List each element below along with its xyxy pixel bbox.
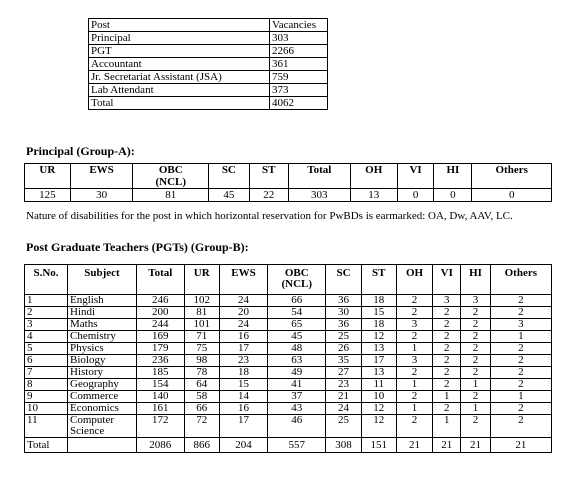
pwbd-note: Nature of disabilities for the post in which horizontal reservation for PwBDs is earmarked: OA, Dw, AAV, LC. <box>26 210 513 222</box>
pgt-value-cell: 66 <box>184 403 219 415</box>
pgt-table <box>24 264 552 453</box>
vacancy-post-cell: PGT <box>89 45 270 58</box>
pgt-value-cell: 2 <box>490 343 551 355</box>
pgt-value-cell: 26 <box>326 343 361 355</box>
pgt-value-cell: 13 <box>361 367 396 379</box>
pgt-value-cell: 18 <box>361 319 396 331</box>
vacancy-count-cell: 759 <box>270 71 328 84</box>
pgt-value-cell: 2 <box>461 355 490 367</box>
vacancy-row <box>89 32 328 45</box>
principal-values-row <box>25 189 552 202</box>
pgt-header-cell: UR <box>184 265 219 295</box>
pgt-value-cell: 20 <box>219 307 267 319</box>
pgt-subject-cell: Maths <box>68 319 137 331</box>
principal-value-cell: 22 <box>249 189 288 202</box>
pgt-value-cell: 49 <box>268 367 326 379</box>
pgt-sno-cell: 7 <box>25 367 68 379</box>
pgt-value-cell: 15 <box>361 307 396 319</box>
principal-value-cell: 13 <box>350 189 397 202</box>
pgt-value-cell: 15 <box>219 379 267 391</box>
vacancy-table-body <box>89 19 328 110</box>
pgt-value-cell: 30 <box>326 307 361 319</box>
pgt-sno-cell: 4 <box>25 331 68 343</box>
pgt-value-cell: 161 <box>137 403 185 415</box>
pgt-value-cell: 2 <box>490 415 551 438</box>
pgt-value-cell: 58 <box>184 391 219 403</box>
pgt-sno-cell: 9 <box>25 391 68 403</box>
pgt-subject-cell: Hindi <box>68 307 137 319</box>
pgt-value-cell: 140 <box>137 391 185 403</box>
pgt-value-cell: 2 <box>461 319 490 331</box>
vacancy-count-cell: 4062 <box>270 97 328 110</box>
pgt-value-cell: 36 <box>326 319 361 331</box>
pgt-row <box>25 391 552 403</box>
vacancy-post-cell: Principal <box>89 32 270 45</box>
pgt-header-cell: VI <box>433 265 461 295</box>
pgt-value-cell: 13 <box>361 343 396 355</box>
principal-value-cell: 0 <box>472 189 552 202</box>
pgt-value-cell: 3 <box>461 295 490 307</box>
pgt-value-cell: 21 <box>490 438 551 453</box>
principal-header-cell: VI <box>397 164 434 189</box>
pgt-value-cell: 2 <box>461 367 490 379</box>
pgt-subject-cell: Chemistry <box>68 331 137 343</box>
vacancy-row <box>89 71 328 84</box>
pgt-value-cell: 25 <box>326 415 361 438</box>
pgt-value-cell: 2 <box>396 415 432 438</box>
pgt-value-cell: 308 <box>326 438 361 453</box>
pgt-subject-cell: Computer Science <box>68 415 137 438</box>
principal-heading: Principal (Group-A): <box>26 144 135 158</box>
pgt-subject-cell: Physics <box>68 343 137 355</box>
pgt-value-cell: 3 <box>396 319 432 331</box>
pgt-sno-cell: 8 <box>25 379 68 391</box>
pgt-subject-cell <box>68 438 137 453</box>
pgt-value-cell: 41 <box>268 379 326 391</box>
pgt-sno-cell: 1 <box>25 295 68 307</box>
pgt-value-cell: 1 <box>461 379 490 391</box>
principal-value-cell: 125 <box>25 189 71 202</box>
pgt-value-cell: 12 <box>361 331 396 343</box>
principal-header-cell: Total <box>288 164 350 189</box>
pgt-value-cell: 204 <box>219 438 267 453</box>
vacancy-row <box>89 58 328 71</box>
pgt-value-cell: 2 <box>433 403 461 415</box>
pgt-value-cell: 21 <box>326 391 361 403</box>
pgt-value-cell: 21 <box>396 438 432 453</box>
pgt-subject-cell: Economics <box>68 403 137 415</box>
pgt-header-cell: OH <box>396 265 432 295</box>
pgt-value-cell: 10 <box>361 391 396 403</box>
pgt-value-cell: 2 <box>396 391 432 403</box>
pgt-value-cell: 37 <box>268 391 326 403</box>
pgt-value-cell: 16 <box>219 403 267 415</box>
pgt-value-cell: 24 <box>326 403 361 415</box>
pgt-value-cell: 3 <box>396 355 432 367</box>
pgt-value-cell: 3 <box>433 295 461 307</box>
vacancy-post-cell: Jr. Secretariat Assistant (JSA) <box>89 71 270 84</box>
principal-header-cell: UR <box>25 164 71 189</box>
pgt-value-cell: 2 <box>433 343 461 355</box>
pgt-value-cell: 2 <box>433 367 461 379</box>
pgt-value-cell: 179 <box>137 343 185 355</box>
pgt-value-cell: 43 <box>268 403 326 415</box>
pgt-value-cell: 154 <box>137 379 185 391</box>
pgt-subject-cell: Commerce <box>68 391 137 403</box>
pgt-subject-cell: History <box>68 367 137 379</box>
pgt-value-cell: 2 <box>490 295 551 307</box>
pgt-value-cell: 2 <box>396 307 432 319</box>
pgt-header-cell: S.No. <box>25 265 68 295</box>
pgt-value-cell: 21 <box>433 438 461 453</box>
pgt-value-cell: 64 <box>184 379 219 391</box>
pgt-header-cell: Subject <box>68 265 137 295</box>
pgt-row <box>25 367 552 379</box>
pgt-value-cell: 36 <box>326 295 361 307</box>
pgt-sno-cell: 5 <box>25 343 68 355</box>
pgt-value-cell: 12 <box>361 403 396 415</box>
vacancy-row <box>89 84 328 97</box>
principal-header-cell: OBC (NCL) <box>133 164 209 189</box>
pgt-value-cell: 2 <box>490 403 551 415</box>
pgt-sno-cell: 2 <box>25 307 68 319</box>
pgt-row <box>25 307 552 319</box>
pgt-value-cell: 101 <box>184 319 219 331</box>
pgt-row <box>25 319 552 331</box>
pgt-value-cell: 1 <box>490 391 551 403</box>
pgt-value-cell: 23 <box>326 379 361 391</box>
pgt-value-cell: 17 <box>219 415 267 438</box>
pgt-row <box>25 403 552 415</box>
pgt-value-cell: 557 <box>268 438 326 453</box>
pgt-value-cell: 72 <box>184 415 219 438</box>
pgt-row <box>25 295 552 307</box>
pgt-subject-cell: Biology <box>68 355 137 367</box>
pgt-value-cell: 1 <box>461 403 490 415</box>
pgt-header-cell: Total <box>137 265 185 295</box>
pgt-value-cell: 81 <box>184 307 219 319</box>
pgt-value-cell: 21 <box>461 438 490 453</box>
pgt-sno-cell: 11 <box>25 415 68 438</box>
principal-header-cell: ST <box>249 164 288 189</box>
pgt-value-cell: 16 <box>219 331 267 343</box>
vacancy-header-row <box>89 19 328 32</box>
principal-header-row <box>25 164 552 189</box>
pgt-row <box>25 415 552 438</box>
pgt-value-cell: 17 <box>219 343 267 355</box>
pgt-value-cell: 2 <box>490 379 551 391</box>
pgt-value-cell: 1 <box>433 415 461 438</box>
pgt-value-cell: 1 <box>396 379 432 391</box>
pgt-row <box>25 379 552 391</box>
pgt-value-cell: 2 <box>433 331 461 343</box>
pgt-value-cell: 17 <box>361 355 396 367</box>
vacancy-count-cell: 2266 <box>270 45 328 58</box>
vacancy-post-cell: Total <box>89 97 270 110</box>
pgt-value-cell: 18 <box>219 367 267 379</box>
pgt-row <box>25 343 552 355</box>
pgt-value-cell: 11 <box>361 379 396 391</box>
pgt-header-cell: EWS <box>219 265 267 295</box>
pgt-value-cell: 2 <box>461 343 490 355</box>
pgt-value-cell: 1 <box>433 391 461 403</box>
pgt-total-row <box>25 438 552 453</box>
pgt-value-cell: 1 <box>396 403 432 415</box>
pgt-value-cell: 2 <box>461 331 490 343</box>
pgt-value-cell: 2 <box>396 295 432 307</box>
principal-header-cell: SC <box>209 164 250 189</box>
principal-value-cell: 81 <box>133 189 209 202</box>
pgt-header-cell: OBC (NCL) <box>268 265 326 295</box>
pgt-value-cell: 24 <box>219 295 267 307</box>
principal-value-cell: 303 <box>288 189 350 202</box>
pgt-subject-cell: English <box>68 295 137 307</box>
pgt-header-row <box>25 265 552 295</box>
pgt-subject-cell: Geography <box>68 379 137 391</box>
pgt-header-cell: SC <box>326 265 361 295</box>
vacancy-count-cell: 361 <box>270 58 328 71</box>
pgt-value-cell: 46 <box>268 415 326 438</box>
pgt-value-cell: 1 <box>490 331 551 343</box>
pgt-value-cell: 236 <box>137 355 185 367</box>
pgt-header-cell: Others <box>490 265 551 295</box>
pgt-value-cell: 151 <box>361 438 396 453</box>
vacancy-row <box>89 45 328 58</box>
pgt-value-cell: 2 <box>490 307 551 319</box>
pgt-value-cell: 66 <box>268 295 326 307</box>
pgt-value-cell: 172 <box>137 415 185 438</box>
vacancy-count-cell: Vacancies <box>270 19 328 32</box>
pgt-row <box>25 355 552 367</box>
vacancy-count-cell: 303 <box>270 32 328 45</box>
pgt-sno-cell: 3 <box>25 319 68 331</box>
pgt-value-cell: 2 <box>396 331 432 343</box>
pgt-value-cell: 75 <box>184 343 219 355</box>
pgt-header-cell: HI <box>461 265 490 295</box>
pgt-heading: Post Graduate Teachers (PGTs) (Group-B): <box>26 240 249 254</box>
pgt-value-cell: 48 <box>268 343 326 355</box>
pgt-sno-cell: Total <box>25 438 68 453</box>
pgt-value-cell: 2 <box>490 355 551 367</box>
pgt-sno-cell: 10 <box>25 403 68 415</box>
pgt-table-body <box>25 265 552 453</box>
pgt-value-cell: 98 <box>184 355 219 367</box>
pgt-value-cell: 2 <box>433 355 461 367</box>
pgt-row <box>25 331 552 343</box>
vacancy-count-cell: 373 <box>270 84 328 97</box>
pgt-value-cell: 27 <box>326 367 361 379</box>
pgt-value-cell: 2 <box>433 307 461 319</box>
pgt-value-cell: 23 <box>219 355 267 367</box>
principal-table <box>24 163 552 202</box>
pgt-value-cell: 2 <box>490 367 551 379</box>
pgt-sno-cell: 6 <box>25 355 68 367</box>
pgt-value-cell: 2 <box>461 415 490 438</box>
pgt-value-cell: 2 <box>396 367 432 379</box>
pgt-value-cell: 866 <box>184 438 219 453</box>
vacancy-post-cell: Post <box>89 19 270 32</box>
pgt-value-cell: 185 <box>137 367 185 379</box>
vacancy-table <box>88 18 328 110</box>
principal-header-cell: EWS <box>70 164 133 189</box>
pgt-value-cell: 2 <box>433 319 461 331</box>
principal-header-cell: HI <box>434 164 472 189</box>
pgt-value-cell: 200 <box>137 307 185 319</box>
pgt-value-cell: 244 <box>137 319 185 331</box>
pgt-value-cell: 65 <box>268 319 326 331</box>
pgt-value-cell: 3 <box>490 319 551 331</box>
pgt-value-cell: 12 <box>361 415 396 438</box>
pgt-value-cell: 25 <box>326 331 361 343</box>
pgt-value-cell: 1 <box>396 343 432 355</box>
pgt-value-cell: 35 <box>326 355 361 367</box>
pgt-value-cell: 45 <box>268 331 326 343</box>
principal-value-cell: 0 <box>397 189 434 202</box>
pgt-value-cell: 54 <box>268 307 326 319</box>
pgt-value-cell: 2 <box>433 379 461 391</box>
pgt-value-cell: 169 <box>137 331 185 343</box>
pgt-header-cell: ST <box>361 265 396 295</box>
principal-value-cell: 45 <box>209 189 250 202</box>
pgt-value-cell: 246 <box>137 295 185 307</box>
vacancy-post-cell: Accountant <box>89 58 270 71</box>
pgt-value-cell: 14 <box>219 391 267 403</box>
pgt-value-cell: 78 <box>184 367 219 379</box>
pgt-value-cell: 24 <box>219 319 267 331</box>
principal-value-cell: 0 <box>434 189 472 202</box>
pgt-value-cell: 2 <box>461 391 490 403</box>
pgt-value-cell: 2086 <box>137 438 185 453</box>
principal-value-cell: 30 <box>70 189 133 202</box>
pgt-value-cell: 18 <box>361 295 396 307</box>
vacancy-post-cell: Lab Attendant <box>89 84 270 97</box>
principal-header-cell: OH <box>350 164 397 189</box>
pgt-value-cell: 71 <box>184 331 219 343</box>
pgt-value-cell: 2 <box>461 307 490 319</box>
vacancy-row <box>89 97 328 110</box>
pgt-value-cell: 63 <box>268 355 326 367</box>
pgt-value-cell: 102 <box>184 295 219 307</box>
principal-header-cell: Others <box>472 164 552 189</box>
